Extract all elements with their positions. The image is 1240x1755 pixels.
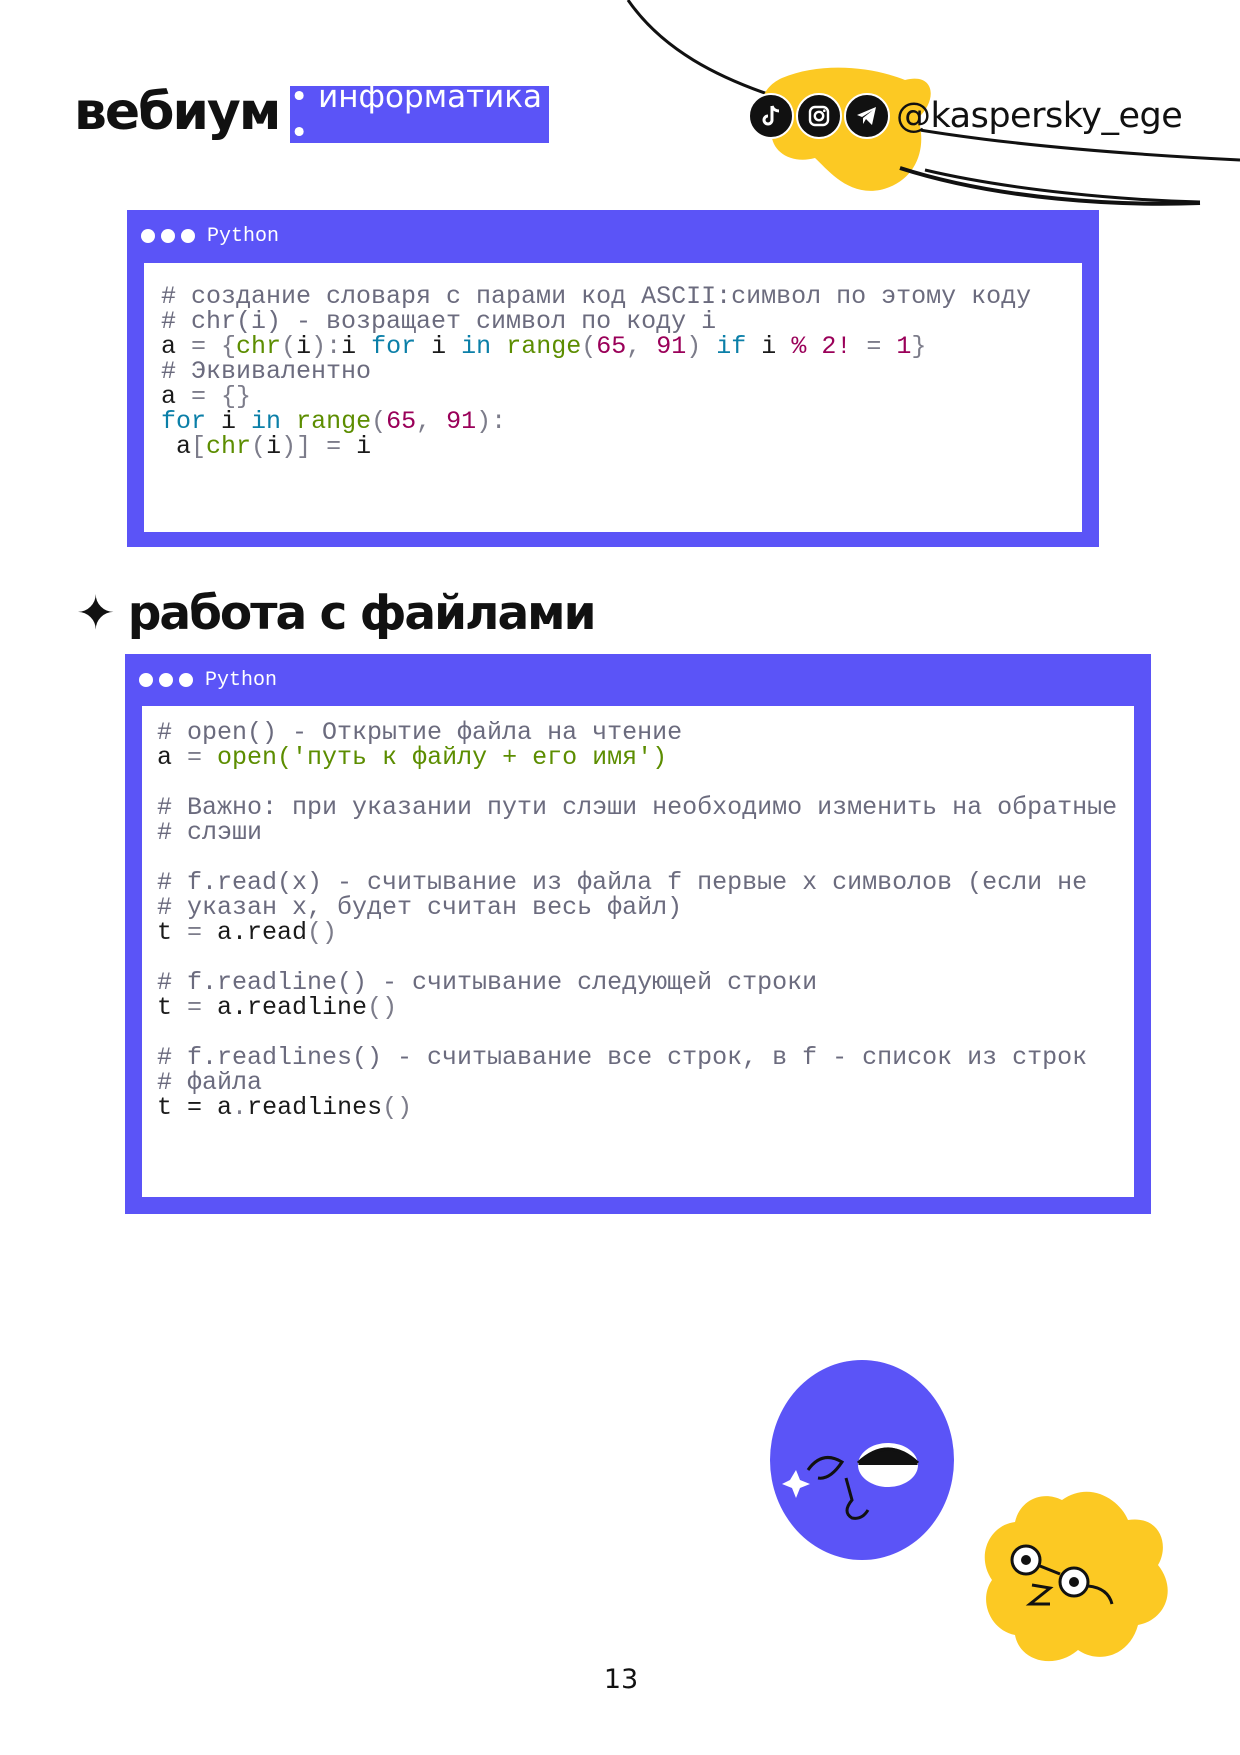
- window-dot: [141, 229, 155, 243]
- window-bar: [141, 210, 279, 262]
- code-body: [144, 263, 1082, 532]
- yellow-face-mascot: [985, 1492, 1168, 1661]
- telegram-icon[interactable]: [844, 93, 890, 139]
- code-comment: # f.readline() - считывание следующей строки: [157, 968, 818, 997]
- code-line: a[chr(i)] = i: [161, 432, 372, 461]
- code-listing: [157, 718, 1118, 1122]
- code-line: a = open('путь к файлу + его имя'): [157, 743, 668, 772]
- subject-badge: • информатика •: [290, 86, 549, 143]
- social-links: [748, 88, 1182, 144]
- window-dot: [161, 229, 175, 243]
- code-comment: # файла: [157, 1068, 263, 1097]
- code-window-1: [127, 210, 1099, 547]
- code-comment: # Важно: при указании пути слэши необходимо изменить на обратные: [157, 793, 1118, 822]
- code-comment: # создание словаря с парами код ASCII:символ по этому коду: [161, 282, 1032, 311]
- code-comment: # chr(i) - возращает символ по коду i: [161, 307, 717, 336]
- code-line: for i in range(65, 91):: [161, 407, 507, 436]
- code-comment: # f.readlines() - считыавание все строк, в f - список из строк: [157, 1043, 1088, 1072]
- window-dot: [179, 673, 193, 687]
- page-number: 13: [603, 1664, 639, 1695]
- code-comment: # Эквивалентно: [161, 357, 372, 386]
- purple-face-mascot: [770, 1360, 954, 1560]
- window-dot: [139, 673, 153, 687]
- code-window-2: [125, 654, 1151, 1214]
- window-dot: [181, 229, 195, 243]
- code-line: t = a.read(): [157, 918, 338, 947]
- social-handle[interactable]: @kaspersky_ege: [896, 96, 1183, 136]
- section-title: ✦ работа с файлами: [76, 586, 595, 641]
- window-bar: [139, 654, 277, 706]
- code-comment: # f.read(x) - считывание из файла f первые x символов (если не: [157, 868, 1088, 897]
- code-listing: [161, 279, 1032, 461]
- code-line: a = {chr(i):i for i in range(65, 91) if i % 2! = 1}: [161, 332, 927, 361]
- tiktok-icon[interactable]: [748, 93, 794, 139]
- language-label: Python: [205, 668, 278, 692]
- code-line: t = a.readlines(): [157, 1093, 413, 1122]
- code-comment: # указан x, будет считан весь файл): [157, 893, 683, 922]
- code-line: t = a.readline(): [157, 993, 398, 1022]
- window-dot: [159, 673, 173, 687]
- brand-logo: вебиум: [74, 82, 280, 142]
- code-line: a = {}: [161, 382, 252, 411]
- language-label: Python: [207, 224, 280, 248]
- code-comment: # open() - Открытие файла на чтение: [157, 718, 683, 747]
- instagram-icon[interactable]: [796, 93, 842, 139]
- code-body: [142, 706, 1134, 1197]
- code-comment: # слэши: [157, 818, 263, 847]
